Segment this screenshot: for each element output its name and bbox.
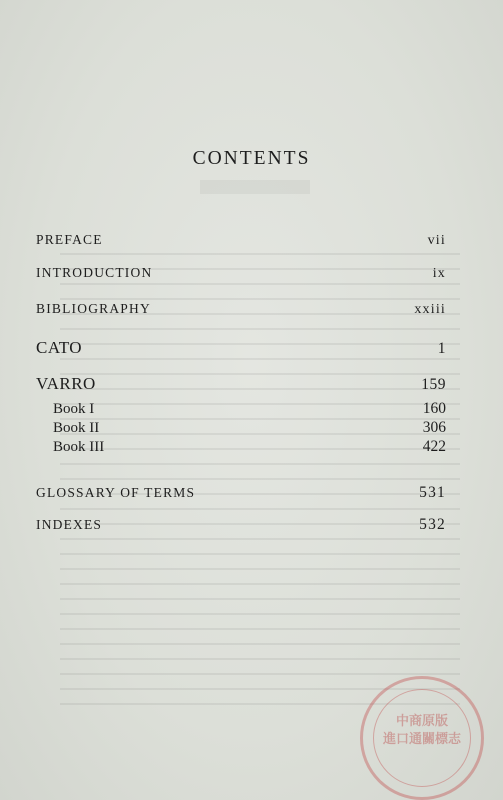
toc-label: INDEXES <box>36 517 103 532</box>
toc-entry-preface <box>36 232 446 249</box>
toc-page: ix <box>432 266 446 281</box>
toc-page: vii <box>427 233 446 248</box>
toc-page: 306 <box>422 419 446 436</box>
toc-entry-bibliography <box>36 301 446 318</box>
toc-entry-indexes <box>36 516 446 534</box>
toc-page: 422 <box>422 438 446 455</box>
toc-entry-introduction <box>36 265 446 282</box>
toc-label: GLOSSARY OF TERMS <box>36 485 196 500</box>
toc-entry-varro <box>36 374 446 394</box>
seal-line-1: 中商原版 <box>395 714 448 729</box>
toc-entry-book-3 <box>53 438 446 456</box>
toc-label: INTRODUCTION <box>36 265 153 280</box>
toc-label: CATO <box>36 338 83 357</box>
toc-entry-book-1 <box>53 400 446 418</box>
toc-entry-book-2 <box>53 419 446 437</box>
toc-entry-glossary <box>36 484 446 502</box>
page-title: CONTENTS <box>192 148 311 169</box>
toc-entry-cato <box>36 338 446 358</box>
toc-page: 160 <box>422 400 446 417</box>
toc-label: PREFACE <box>36 232 103 247</box>
toc-label: Book III <box>53 439 105 455</box>
toc-page: 531 <box>419 484 446 501</box>
toc-page: 159 <box>421 376 446 393</box>
toc-label: Book I <box>53 401 95 417</box>
toc-label: VARRO <box>36 374 96 393</box>
import-seal-watermark <box>360 676 484 800</box>
bleed-through-title <box>200 180 310 194</box>
toc-label: BIBLIOGRAPHY <box>36 301 151 316</box>
toc-page: 532 <box>419 516 446 533</box>
toc-page: xxiii <box>414 302 446 317</box>
toc-page: 1 <box>437 340 446 357</box>
toc-label: Book II <box>53 420 100 436</box>
seal-line-2: 進口通關標志 <box>382 732 461 747</box>
seal-text <box>377 713 467 749</box>
